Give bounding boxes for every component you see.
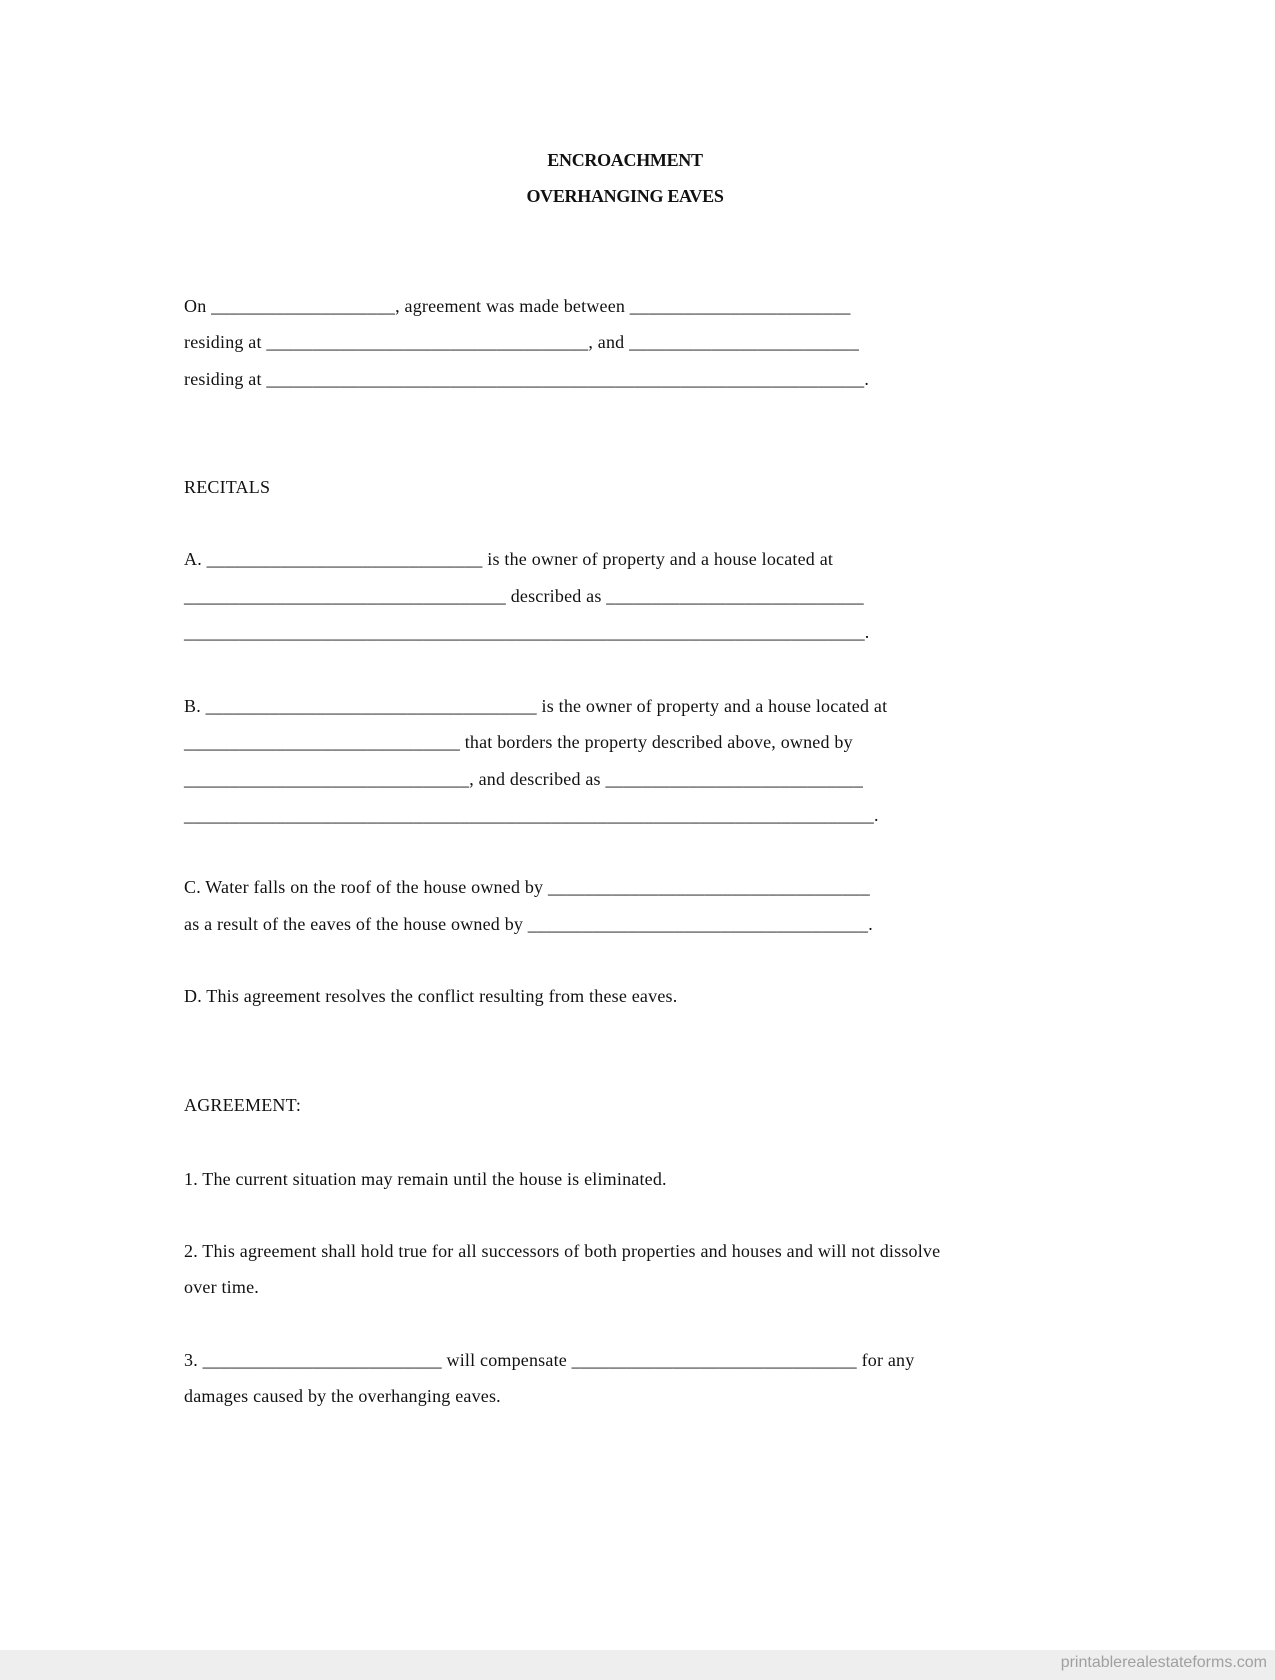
recital-a-line-3: __________________________________________________________________________. [184,622,870,642]
recital-b-line-1: B. ____________________________________ is the owner of property and a house located at [184,696,888,716]
document-title-line2: OVERHANGING EAVES [526,186,724,206]
recital-b-line-2: ______________________________ that borders the property described above, owned by [184,732,853,752]
recital-b-line-4: ___________________________________________________________________________. [184,805,879,825]
footer-site-link[interactable]: printablerealestateforms.com [1060,1654,1267,1671]
recital-c-line-1: C. Water falls on the roof of the house owned by ___________________________________ [184,877,870,897]
intro-line-2: residing at ___________________________________, and _________________________ [184,332,860,352]
clause-2-line-2: over time. [184,1277,259,1297]
clause-2-line-1: 2. This agreement shall hold true for all successors of both properties and houses and will not dissolve [184,1241,941,1261]
recital-a-line-1: A. ______________________________ is the owner of property and a house located at [184,549,834,569]
recital-a-line-2: ___________________________________ described as ____________________________ [184,586,864,606]
intro-line-1: On ____________________, agreement was made between ________________________ [184,296,851,316]
clause-1: 1. The current situation may remain until the house is eliminated. [184,1169,667,1189]
recital-c-line-2: as a result of the eaves of the house owned by _____________________________________. [184,914,873,934]
intro-line-3: residing at _________________________________________________________________. [184,369,870,389]
agreement-heading: AGREEMENT: [184,1095,302,1115]
recital-d: D. This agreement resolves the conflict resulting from these eaves. [184,986,678,1006]
clause-3-line-1: 3. __________________________ will compensate _______________________________ for any [184,1350,915,1370]
document-title-line1: ENCROACHMENT [547,150,703,170]
clause-3-line-2: damages caused by the overhanging eaves. [184,1386,501,1406]
recitals-heading: RECITALS [184,477,271,497]
recital-b-line-3: _______________________________, and described as ____________________________ [184,769,864,789]
